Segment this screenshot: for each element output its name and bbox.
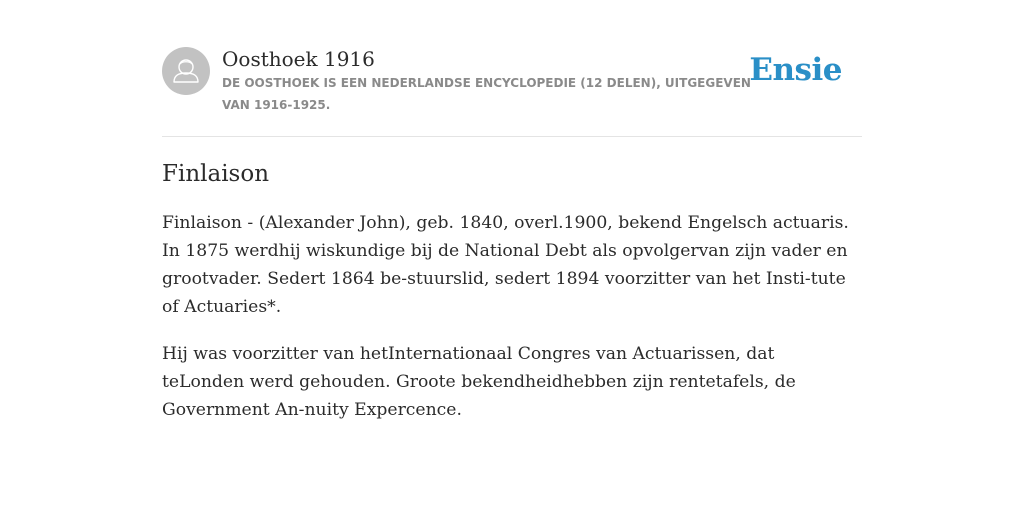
ensie-logo[interactable]: Ensie <box>749 52 842 88</box>
article <box>162 158 862 424</box>
article-paragraph: Finlaison - (Alexander John), geb. 1840, overl.1900, bekend Engelsch actuaris. In 1875 werdhij wiskundige bij de National Debt als opvolgervan zijn vader en grootvader. Sedert 1864 be-stuurslid, sedert 1894 voorzitter van het Insti-tute of Actuaries*. <box>162 213 849 317</box>
article-title: Finlaison <box>162 161 270 187</box>
avatar[interactable] <box>162 47 210 95</box>
article-paragraph: Hij was voorzitter van hetInternationaal Congres van Actuarissen, dat teLonden werd gehouden. Groote bekendheidhebben zijn rentetafels, de Government An-nuity Expercence. <box>162 344 796 420</box>
source-description: DE OOSTHOEK IS EEN NEDERLANDSE ENCYCLOPEDIE (12 DELEN), UITGEGEVEN VAN 1916-1925. <box>222 76 751 112</box>
source-title[interactable]: Oosthoek 1916 <box>222 47 375 71</box>
user-icon <box>162 47 210 95</box>
source-header <box>162 46 862 137</box>
